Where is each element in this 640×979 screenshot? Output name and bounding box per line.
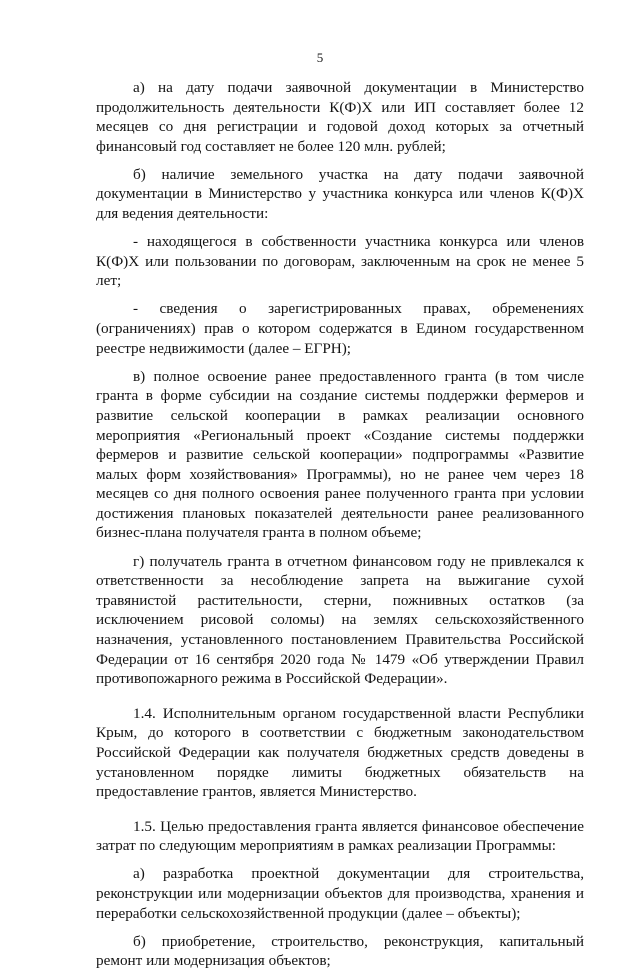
paragraph-d-fire-safety: г) получатель гранта в отчетном финансовом году не привлекался к ответственности за несоблюдение запрета на выжигание сухой травянистой растительности, стерни, пожнивных остатков (за исключением рисовой соломы) на землях сельскохозяйственного назначения, установленного постановлением Правительства Российской Федерации от 16 сентября 2020 года № 1479 «Об утверждении Правил противопожарного режима в Российской Федерации». (96, 552, 584, 688)
paragraph-1-5-grant-purpose: 1.5. Целью предоставления гранта является финансовое обеспечение затрат по следующим мероприятиям в рамках реализации Программы: (96, 817, 584, 855)
paragraph-a-project-documentation: а) разработка проектной документации для строительства, реконструкции или модернизации объектов для производства, хранения и переработки сельскохозяйственной продукции (далее – объекты); (96, 865, 584, 922)
paragraph-egrn-records: - сведения о зарегистрированных правах, обременениях (ограничениях) прав о котором содержатся в Едином государственном реестре недвижимости (далее – ЕГРН); (96, 300, 584, 357)
paragraph-a-activity-duration: а) на дату подачи заявочной документации в Министерство продолжительность деятельности К(Ф)Х или ИП составляет более 12 месяцев со дня регистрации и годовой доход которых за отчетный финансовый год составляет не более 120 млн. рублей; (96, 79, 584, 155)
document-body (96, 78, 584, 979)
paragraph-b-land-plot: б) наличие земельного участка на дату подачи заявочной документации в Министерство у участника конкурса или членов К(Ф)Х для ведения деятельности: (96, 165, 584, 223)
paragraph-c-grant-usage: в) полное освоение ранее предоставленного гранта (в том числе гранта в форме субсидии на создание системы поддержки фермеров и развитие сельской кооперации в рамках реализации основного мероприятия «Региональный проект «Создание системы поддержки фермеров и развитие сельской кооперации» подпрограммы «Развитие малых форм хозяйствования» Программы), но не ранее чем через 18 месяцев со дня полного освоения ранее полученного гранта при условии достижения плановых показателей деятельности ранее реализованного бизнес-плана получателя гранта в полном объеме; (96, 367, 584, 542)
paragraph-1-4-executive-body: 1.4. Исполнительным органом государственной власти Республики Крым, до которого в соответствии с бюджетным законодательством Российской Федерации как получателя бюджетных средств доведены в установленном порядке лимиты бюджетных обязательств на предоставление грантов, является Министерство. (96, 704, 584, 801)
paragraph-land-ownership: - находящегося в собственности участника конкурса или членов К(Ф)Х или пользовании по договорам, заключенным на срок не менее 5 лет; (96, 233, 584, 290)
page-number: 5 (316, 50, 324, 65)
paragraph-b-acquisition-construction: б) приобретение, строительство, реконструкция, капитальный ремонт или модернизация объектов; (96, 932, 584, 970)
